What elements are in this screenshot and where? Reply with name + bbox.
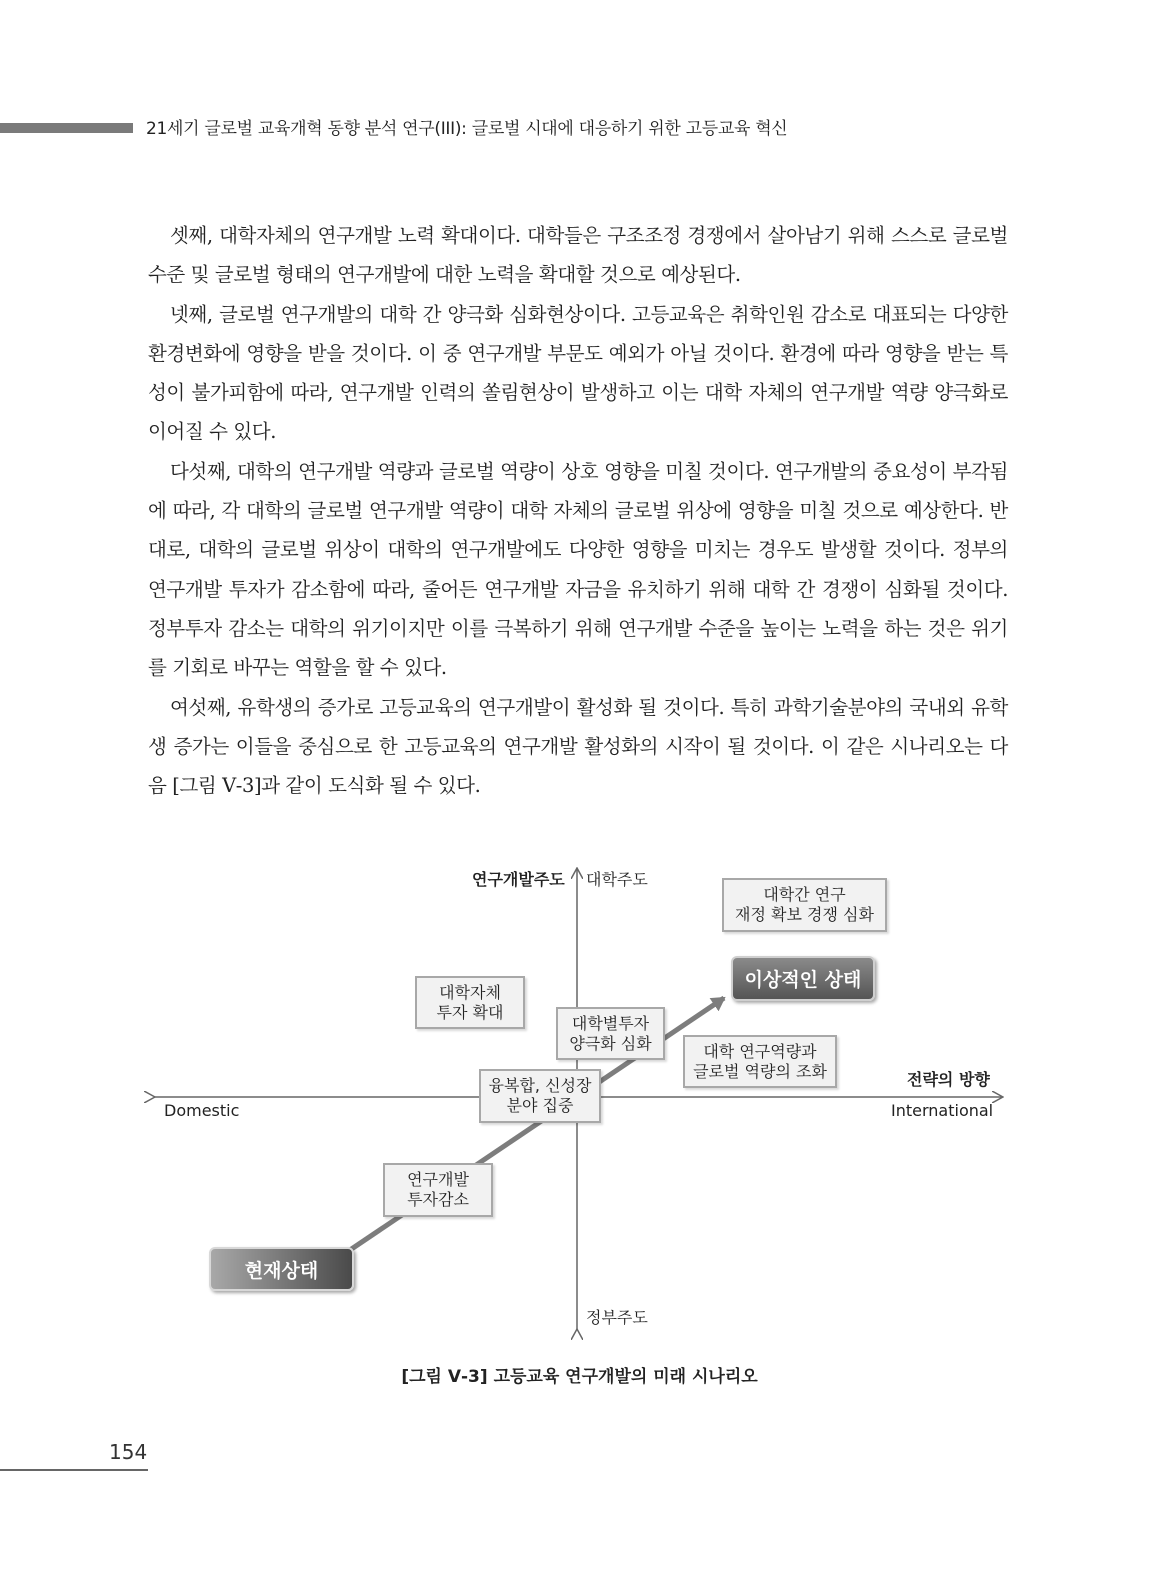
x-axis-title: 전략의 방향: [907, 1070, 990, 1089]
paragraph-third: 셋째, 대학자체의 연구개발 노력 확대이다. 대학들은 구조조정 경쟁에서 살아남기 위해 스스로 글로벌 수준 및 글로벌 형태의 연구개발에 대한 노력을 확대할 것으로 예상된다.: [148, 224, 1008, 287]
ideal-state-badge: 이상적인 상태: [731, 956, 875, 1001]
y-axis-bottom-label: 정부주도: [586, 1308, 648, 1327]
box-funding-competition: 대학간 연구 재정 확보 경쟁 심화: [722, 878, 887, 932]
paragraph-sixth: 여섯째, 유학생의 증가로 고등교육의 연구개발이 활성화 될 것이다. 특히 과학기술분야의 국내외 유학생 증가는 이들을 중심으로 한 고등교육의 연구개발 활성화의 시작이 될 것이다. 이 같은 시나리오는 다음 [그림 Ⅴ-3]과 같이 도식화 될 수 있다.: [148, 695, 1008, 798]
x-axis-left-label: Domestic: [164, 1101, 240, 1120]
paragraph-fourth: 넷째, 글로벌 연구개발의 대학 간 양극화 심화현상이다. 고등교육은 취학인원 감소로 대표되는 다양한 환경변화에 영향을 받을 것이다. 이 중 연구개발 부문도 예외가 아닐 것이다. 환경에 따라 영향을 받는 특성이 불가피함에 따라, 연구개발 인력의 쏠림현상이 발생하고 이는 대학 자체의 연구개발 역량 양극화로 이어질 수 있다.: [148, 302, 1008, 444]
box-investment-decrease: 연구개발 투자감소: [383, 1163, 493, 1217]
box-convergence-focus: 융복합, 신성장 분야 집중: [479, 1069, 601, 1123]
box-polarization: 대학별투자 양극화 심화: [556, 1007, 665, 1060]
y-axis-top-label: 대학주도: [586, 870, 648, 889]
figure-caption: [그림 Ⅴ-3] 고등교육 연구개발의 미래 시나리오: [401, 1367, 758, 1387]
scenario-diagram: [140, 855, 1020, 1355]
y-axis-title: 연구개발주도: [472, 870, 565, 889]
body-text: [148, 216, 1008, 805]
footer-rule: [0, 1469, 148, 1471]
x-axis-right-label: International: [891, 1101, 994, 1120]
running-header: 21세기 글로벌 교육개혁 동향 분석 연구(III): 글로벌 시대에 대응하기 위한 고등교육 혁신: [146, 119, 788, 139]
header-bar: [0, 123, 133, 133]
current-state-badge: 현재상태: [209, 1247, 354, 1291]
page-number: 154: [109, 1440, 148, 1464]
box-capacity-harmony: 대학 연구역량과 글로벌 역량의 조화: [683, 1035, 837, 1088]
paragraph-fifth: 다섯째, 대학의 연구개발 역량과 글로벌 역량이 상호 영향을 미칠 것이다. 연구개발의 중요성이 부각됨에 따라, 각 대학의 글로벌 연구개발 역량이 대학 자체의 글로벌 위상에 영향을 미칠 것으로 예상한다. 반대로, 대학의 글로벌 위상이 대학의 연구개발에도 다양한 영향을 미치는 경우도 발생할 것이다. 정부의 연구개발 투자가 감소함에 따라, 줄어든 연구개발 자금을 유치하기 위해 대학 간 경쟁이 심화될 것이다. 정부투자 감소는 대학의 위기이지만 이를 극복하기 위해 연구개발 수준을 높이는 노력을 하는 것은 위기를 기회로 바꾸는 역할을 할 수 있다.: [148, 459, 1008, 680]
box-self-investment: 대학자체 투자 확대: [415, 976, 525, 1029]
